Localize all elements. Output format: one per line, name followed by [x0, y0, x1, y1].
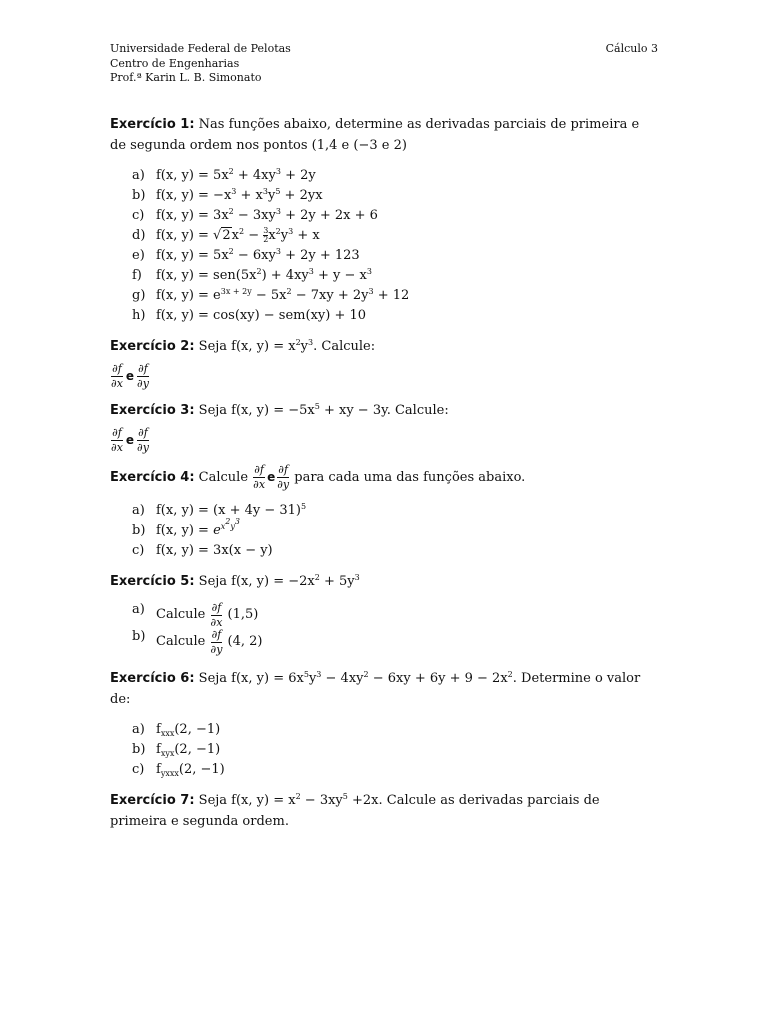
item-expression: f(x, $y) = √2x^2$ − $\frac{3}{2}$ $x^2y^3 + x$ [156, 225, 320, 244]
exercise-6-text: Seja f(x, $y) = 6x^5y^3 - 4xy^2 - 6xy + 6y + 9 - 2x^2$. Determine o valor de: [110, 669, 641, 707]
exercise-4-pre: Calcule [194, 469, 253, 485]
exercise-1-item-f [132, 266, 658, 286]
item-label: f) [132, 267, 142, 283]
exercise-6-item-b [132, 740, 658, 760]
exercise-4-item-a [132, 501, 658, 521]
conjunction-e: e [125, 369, 135, 384]
item-expression: Calcule $\frac{\partial f}{\partial y}$ (4, 2) [156, 627, 263, 656]
exercise-4-post: para cada uma das funções abaixo. [290, 469, 526, 485]
partial-fraction-x: $\frac{\partial f}{\partial x}$ [111, 425, 123, 454]
exercise-1-item-e [132, 246, 658, 266]
item-label: c) [132, 542, 145, 558]
exercise-5-text: Seja f(x, $y) = -2x^2 + 5y^3$ [194, 572, 360, 589]
item-label: a) [132, 601, 145, 617]
exercise-5-item-a [132, 602, 658, 629]
item-label: b) [132, 628, 146, 644]
exercise-5-statement [110, 571, 658, 592]
exercise-1-text: Nas funções abaixo, determine as derivadas parciais de primeira e de segunda ordem nos pontos (1,4 e (−3 e 2) [110, 116, 640, 153]
exercise-4-item-c [132, 541, 658, 561]
item-label: a) [132, 167, 145, 183]
exercise-5-list [110, 602, 658, 656]
item-expression: f(x, $y) = sen(5x^2) + 4xy^3 + y - x^3$ [156, 266, 372, 283]
item-expression: f(x, $y) = 5x^2 - 6xy^3 + 2y + 123$ [156, 246, 360, 263]
professor-name: Prof.ª Karin L. B. Simonato [110, 71, 262, 85]
exercise-1-list [110, 166, 658, 326]
exercise-3-title: Exercício 3: [110, 402, 195, 418]
partial-fraction-y: $\frac{\partial f}{\partial y}$ [137, 361, 149, 390]
exercise-3-partials [110, 427, 658, 454]
partial-fraction-y: $\frac{\partial f}{\partial y}$ [137, 425, 149, 454]
exercise-1-item-g [132, 286, 658, 306]
item-label: b) [132, 187, 146, 203]
exercise-6-statement [110, 668, 658, 710]
center-name: Centro de Engenharias [110, 56, 240, 70]
document-page [110, 42, 658, 832]
partial-fraction: $\frac{\partial f}{\partial y}$ [210, 627, 223, 656]
exercise-6-item-a [132, 720, 658, 740]
item-expression: $f_{xxx}(2$, −1) [156, 721, 221, 738]
item-label: a) [132, 721, 145, 737]
item-expression: f(x, $y) = e^{3x + 2y} - 5x^2 - 7xy + 2y^3 + 12$ [156, 286, 410, 303]
item-label: c) [132, 207, 145, 223]
item-label: c) [132, 761, 145, 777]
partial-fraction-x: $\frac{\partial f}{\partial x}$ [253, 462, 266, 491]
partial-fraction: $\frac{\partial f}{\partial x}$ [210, 600, 223, 629]
exercise-1-item-d [132, 226, 658, 246]
item-label: b) [132, 741, 146, 757]
course-name: Cálculo 3 [605, 42, 658, 55]
exercise-1-item-h [132, 306, 658, 326]
exercise-2-statement [110, 336, 658, 357]
item-expression: f(x, $y) = -x^3 + x^3y^5 + 2yx$ [156, 186, 323, 203]
item-expression: f(x, $y) = 3x^2 - 3xy^3 + 2y + 2x + 6$ [156, 206, 378, 223]
exercise-7-text: Seja f(x, $y) = x^2 - 3xy^5 +2x$. Calcule as derivadas parciais de primeira e segunda ordem. [110, 791, 600, 829]
exercise-4-list [110, 501, 658, 561]
item-label: a) [132, 502, 145, 518]
item-expression: f(x, $y) = e^{x^2y^3}$ [156, 516, 240, 538]
exercise-1-item-a [132, 166, 658, 186]
partial-fraction-x: $\frac{\partial f}{\partial x}$ [111, 361, 123, 390]
exercise-2-partials [110, 363, 658, 390]
exercise-5-title: Exercício 5: [110, 573, 195, 589]
exercise-1-item-b [132, 186, 658, 206]
conjunction-e: e [125, 433, 135, 448]
item-expression: f(x, $y) = 5x^2 + 4xy^3 + 2y$ [156, 166, 316, 183]
item-expression: Calcule $\frac{\partial f}{\partial x}$ (1,5) [156, 600, 259, 629]
exercise-4-item-b [132, 516, 658, 541]
exercise-2-title: Exercício 2: [110, 338, 195, 354]
exercise-6-item-c [132, 760, 658, 780]
item-label: h) [132, 307, 146, 323]
exercise-6-list [110, 720, 658, 780]
item-label: g) [132, 287, 146, 303]
exercise-1-statement [110, 114, 658, 156]
item-expression: f(x, $y) = (x + 4y - 31)^5$ [156, 501, 307, 518]
exercise-6-title: Exercício 6: [110, 670, 195, 686]
exercise-4-title: Exercício 4: [110, 469, 195, 485]
exercise-3-statement [110, 400, 658, 421]
exercise-3-text: Seja f(x, $y) = -5x^5$ + xy − 3y. Calcule: [194, 401, 449, 418]
exercise-7-statement [110, 790, 658, 832]
item-label: d) [132, 227, 146, 243]
document-header [110, 42, 658, 86]
item-expression: f(x, y) = cos(xy) − sem(xy) + 10 [156, 307, 367, 323]
exercise-2-text: Seja f(x, $y) = x^2y^3$. Calcule: [194, 337, 376, 354]
exercise-7-title: Exercício 7: [110, 792, 195, 808]
item-expression: f(x, y) = 3x(x − y) [156, 542, 273, 558]
exercise-5-item-b [132, 629, 658, 656]
university-name: Universidade Federal de Pelotas [110, 42, 291, 55]
exercise-4-statement [110, 464, 658, 491]
conjunction-e: e [267, 469, 276, 484]
exercise-1-title: Exercício 1: [110, 116, 195, 132]
item-expression: $f_{xyx}(2$, −1) [156, 741, 221, 758]
item-label: e) [132, 247, 145, 263]
item-expression: $f_{yxxx}(2$, −1) [156, 761, 225, 778]
exercise-1-item-c [132, 206, 658, 226]
item-label: b) [132, 522, 146, 538]
partial-fraction-y: $\frac{\partial f}{\partial y}$ [277, 462, 290, 491]
